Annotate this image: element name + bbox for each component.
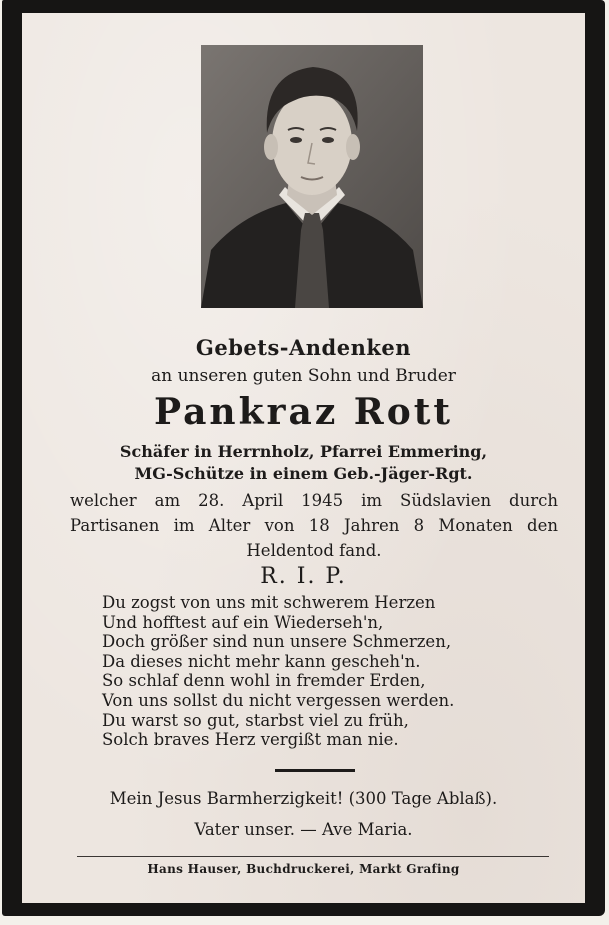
rip-text: R. I. P. [260,564,347,589]
obituary-text: welcher am 28. April 1945 im Südslavien durch Partisanen im Alter von 18 Jahren 8 Monaten den Heldentod fand. [70,491,558,560]
printer-imprint: Hans Hauser, Buchdruckerei, Markt Grafing [147,862,460,876]
poem-line: Du warst so gut, starbst viel zu früh, [102,710,409,730]
occupation-line-2: MG-Schütze in einem Geb.-Jäger-Rgt. [134,464,473,483]
poem-line: Von uns sollst du nicht vergessen werden. [102,690,455,710]
poem-line: Da dieses nicht mehr kann gescheh'n. [102,651,421,671]
poem-line: Und hofftest auf ein Wiederseh'n, [102,612,384,632]
poem-line: So schlaf denn wohl in fremder Erden, [102,671,426,691]
memorial-card [22,13,585,903]
occupation-line-1: Schäfer in Herrnholz, Pfarrei Emmering, [119,442,488,461]
poem-line: Du zogst von uns mit schwerem Herzen [102,593,436,612]
portrait-photo [201,45,423,308]
memorial-poem [102,593,522,750]
divider-short [275,769,355,772]
card-heading: Gebets-Andenken [195,335,412,360]
dedication-line: an unseren guten Sohn und Bruder [151,366,456,386]
poem-line: Solch braves Herz vergißt man nie. [102,730,399,750]
divider-long [77,856,549,857]
occupation-block [22,441,585,485]
poem-line: Doch größer sind nun unsere Schmerzen, [102,632,452,652]
closing-prayer: Vater unser. — Ave Maria. [194,820,413,839]
prayer-line: Mein Jesus Barmherzigkeit! (300 Tage Ablaß). [109,789,498,808]
deceased-name: Pankraz Rott [153,391,453,433]
